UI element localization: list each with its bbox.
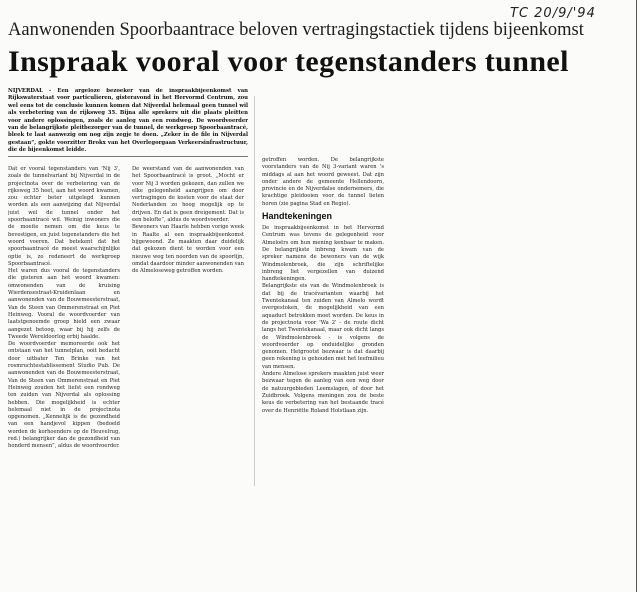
paragraph: Bewoners van Haarle hebben vorige week in Raalte al een inspraakbijeenkomst bijgewoond. Ze maakten daar duidelijk dat gekozen dient te worden voor een nieuwe weg ten noorden van de spoorlijn, omdat daardoor minder aanwonenden van de Almeloseweg getroffen worden. xyxy=(132,224,244,275)
paragraph: Dat er vooral tegenstanders van 'Nij 3', zoals de tunnelvariant bij Nijverdal in de projectnota over de verbetering van de rijksweg 35 heet, aan het woord kwamen, zou echter beter uitgelegd kunnen worden als een aanwijzing dat Nijverdal juist wel de tunnel onder het spoorbaantracé wil. Weinig inwoners die de moeite nemen om die keus te bevestigen, en juist tegenstanders die het woord voeren. Dat betekent dat het spoorbaantracé de meest waarschijnlijke optie is, zo redeneert de werkgroep Spoorbaantracé. xyxy=(8,166,120,267)
paragraph: Het waren dus vooral de tegenstanders die gisteren aan het woord kwamen: omwonenden van de kruising Wierdensestraat-Kruidenlaan en aanwonenden van de Bouwmeesterstraat, Van de Steen van Ommerenstraat en Piet Heinweg. Vooral de woordvoerder van laatstgenoemde groep hield een zwaar aangezet betoog, waar bij hij zelfs de Tweede Wereldoorlog erbij haalde. xyxy=(8,268,120,340)
clipping-edge xyxy=(636,0,637,592)
paragraph: De weerstand van de aanwonenden van het Spoorbaantracé is groot. „Mocht er voor Nij 3 worden gekozen, dan zullen we elke gelegenheid aangrijpen om door vertragingen de kosten voor de staat der Nederlanden zo hoog mogelijk op te drijven. En dat is geen dreigement. Dat is een belofte”, aldus de woordvoerder. xyxy=(132,166,244,224)
lead-rule xyxy=(8,156,248,157)
article-column-1 xyxy=(8,166,120,590)
article-column-2 xyxy=(132,166,244,590)
paragraph: getroffen worden. De belangrijkste voorstanders van de Nij 3-variant waren 's middags al aan het woord geweest. Dat zijn onder andere de gemeente Hellendoorn, provincie en de Nijverdalse ondernemers, die krachtige pleidooien voor de tunnel lieten horen (zie pagina Stad en Regio). xyxy=(262,157,384,207)
section-heading: Handtekeningen xyxy=(262,211,333,222)
lead-text: - Een argeloze bezoeker van de inspraakbijeenkomst van Rijkswaterstaat voor particulieren, gisteravond in het Hervormd Centrum, zou wel eens tot de conclusie kunnen komen dat Nijverdal helemaal geen tunnel wil als verbetering van de rijksweg 35. Bijna alle sprekers uit die plaats pleitten voor andere oplossingen, zoals de aanleg van een rondweg. De woordvoerder van de belangrijkste pleitbezorger van de tunnel, de werkgroep Spoorbaantracé, bleek te laat aanwezig om nog zijn zegje te doen. „Zeker in de file in Nijverdal gestaan”, gokte voorzitter Brokx van het Overlegorgaan Verkeersinfrastructuur, die de bijeenkomst leidde. xyxy=(8,88,248,152)
article-headline: Inspraak vooral voor tegenstanders tunnel xyxy=(8,45,569,78)
lead-paragraph xyxy=(8,88,248,152)
article-column-3 xyxy=(262,157,384,483)
paragraph: Andere Almelose sprekers maakten juist weer bezwaar tegen de aanleg van een weg door de natuurgebieden Leemslagen, of door het Zuidbroek. Volgens meningen zou de beste keus de verbetering van het bestaande tracé over de Henriëtte Roland Holstlaan zijn. xyxy=(262,371,384,414)
paragraph: De inspraakbijeenkomst in het Hervormd Centrum was tevens de gelegenheid voor Almeloërs om hun mening kenbaar te maken. De belangrijkste inbreng kwam van de spreker namens de bewoners van de wijk Windmolenbroek, die zijn schriftelijke inbreng liet vergezellen van duizend handtekeningen. xyxy=(262,225,384,283)
paragraph: De woordvoerder memoreerde ook het ontstaan van het tunnelplan, ooit bedacht door uitbater Ten Brinke van het rosmruchtestablissement Studio Pub. De aanwonenden van de Bouwmeesterstraat, Van de Steen van Ommerenstraat en Piet Heinweg zouden het liefst een rondweg ten zuiden van Nijverdal als oplossing hebben. Die mogelijkheid is echter helemaal niet in de projectnota opgenomen. „Kennelijk is de gezondheid van een handjevol kippen (bedoeld worden de korhoenders op de Heuvelrug, red.) belangrijker dan de gezondheid van honderd mensen”, aldus de woordvoerder. xyxy=(8,341,120,450)
dateline: NIJVERDAL xyxy=(8,88,43,94)
handwritten-annotation: TC 20/9/'94 xyxy=(510,6,596,21)
kicker-subheadline: Aanwonenden Spoorbaantrace beloven vertragingstactiek tijdens bijeenkomst xyxy=(8,20,584,40)
column-separator xyxy=(254,96,255,486)
paragraph: Belangrijkste eis van de Windmolenbroek is dat bij de tracévarianten waarbij het Twentekanaal ten zuiden van Almelo wordt overgestoken, de mogelijkheid van een aquaduct betrokken moet worden. De keus in de projectnota voor 'Wa 2' - de route dicht langs het Twentekanaal, maar ook dicht langs de Windmolenbroek - is volgens de woordvoerder op onduidelijke gronden genomen. Hetgrootst bezwaar is dat daarbij geen rekening is gehouden met het leefmilieu van mensen. xyxy=(262,283,384,370)
